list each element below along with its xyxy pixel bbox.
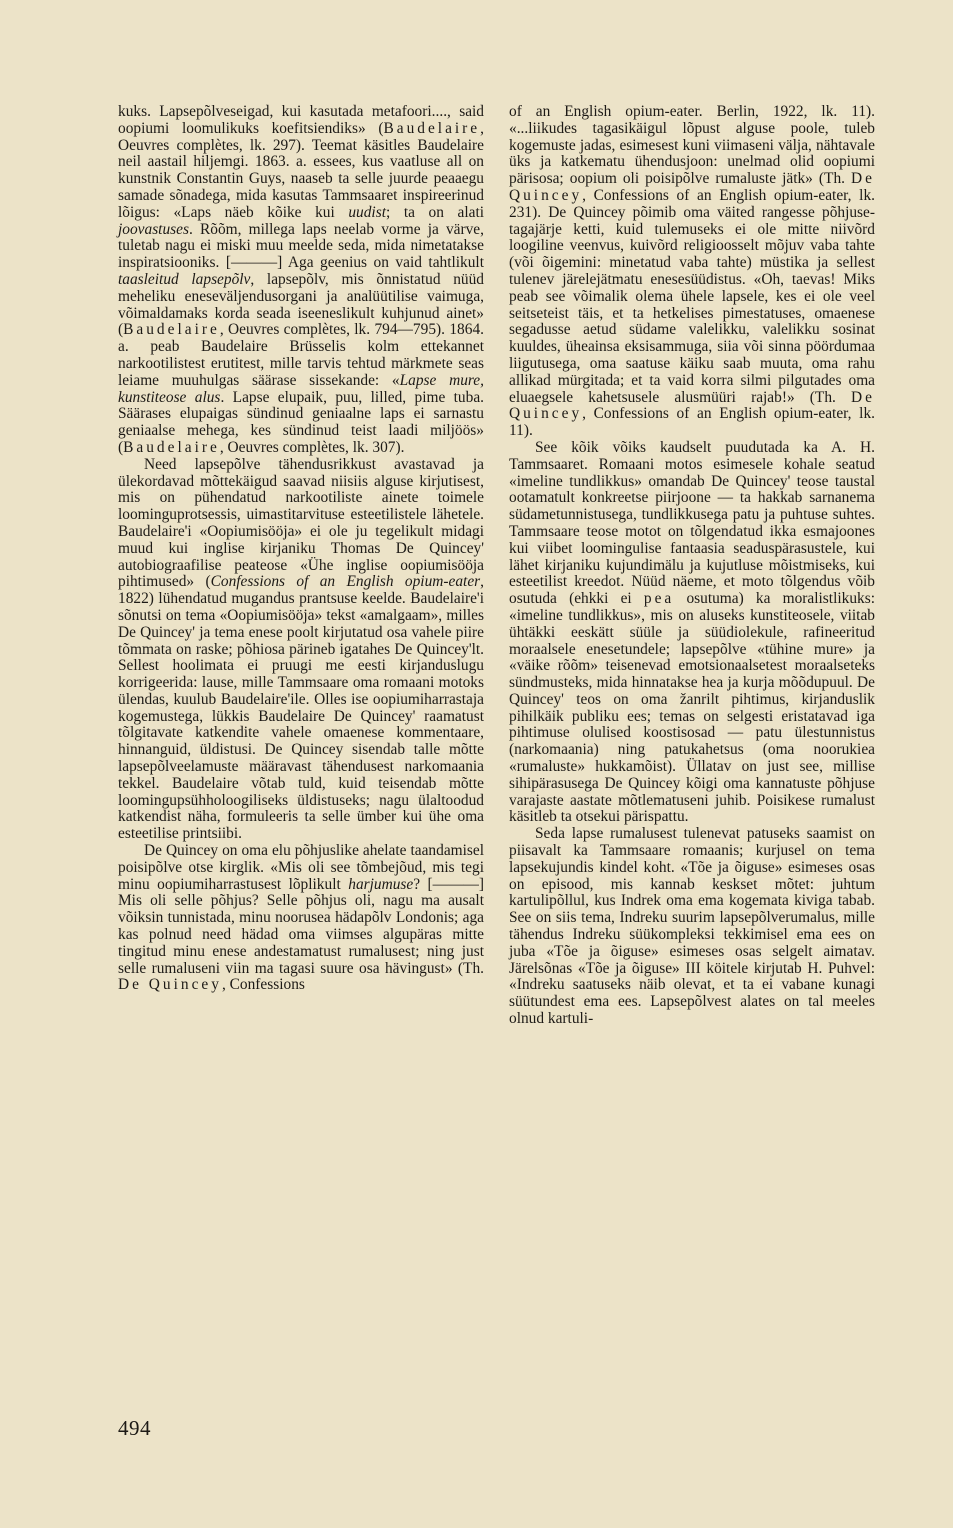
text-run: . Rõõm, millega laps neelab vorme ja värve, tuletab nagu ei miski muu meelde seda, mida nimetatakse inspiratsiooniks. [———] Aga geenius on vaid tahtlikult xyxy=(118,220,484,272)
spaced-name: Baudelaire xyxy=(123,438,220,456)
italic-run: joovastuses xyxy=(118,220,189,238)
text-run: De Quincey on oma elu põhjuslike ahelate taandamisel poisipõlve otse kirglik. «Mis oli see tõmbejõud, mis tegi minu oopiumiharrastusest lõplikult xyxy=(118,842,484,893)
italic-run: Lapse mure, kunstiteose alus xyxy=(118,371,484,406)
text-run: , lapsepõlv, mis õnnistatud nüüd meheliku eneseväljendusorgani ja analüütilise vaimuga, võimaldamaks korda seada iseeneslikult kuhjunud ainet» ( xyxy=(118,270,484,339)
text-column-right xyxy=(509,104,875,1028)
text-run: Seda lapse rumalusest tulenevat patuseks saamist on piisavalt ka Tammsaare romaanis; kurjusel on tema lapsekujundis kindel koht. «Tõe ja õiguse» esimeses osas on episood, mis kannab keskset mõtet: juhtum kartulipõllul, kus Indrek oma ema kogemata kiviga tabab. See on siis tema, Indreku suurim lapsepõlverumalus, mille tähendus Indreku süükompleksi tekkimisel ema ees on juba «Tõe ja õiguse» esimeses osas selgelt aimatav. Järelsõnas «Tõe ja õiguse» III köitele kirjutab H. Puhvel: «Indreku saatuseks näib olevat, et ta ei vabane kunagi süütundest ema ees. Lapsepõlvest alates on tal meeles olnud kartuli- xyxy=(509,825,875,1028)
paragraph xyxy=(509,104,875,440)
paragraph xyxy=(509,440,875,826)
text-run: . Lapse elupaik, puu, lilled, pime tuba. Säärases elupaigas sündinud geniaalne laps ei sarnastu geniaalse mehega, kes sündinud teist laadi miljöös» ( xyxy=(118,388,484,456)
text-run: See kõik võiks kaudselt puudutada ka A. H. Tammsaaret. Romaani motos esimesele kohale seatud «imeline tundlikkus» omandab De Quincey' teose taustal ootamatult konkreetse piirjoone — ta hakkab sarnanema südametunnistusega, tundlikkusega patu ja puhtuse suhtes. Tammsaare teose motot on tõlgendatud ikka esmajoones kui viibet loomingulise fantaasia seaduspärasustele, kui lähet kirjaniku kujundimälu ja kujutluse mõistmiseks, kui esteetilist kreedot. Nüüd näeme, et moto tõlgendus võib osutuda (ehkki ei xyxy=(509,438,875,608)
text-run: of an English opium-eater. Berlin, 1922, lk. 11). «...liikudes tagasikäigul lõpust alguse poole, tuleb kogemuste jadas, esimesest kuni viimaseni välja, nähtavale üks ja katkematu ühendusjoon: unelmad olid oopiumi pärisosa; oopium oli poisipõlve rumaluste jätk» (Th. xyxy=(509,103,875,188)
text-column-left xyxy=(118,104,484,994)
text-run: osutuma) ka moralistlikuks: «imeline tundlikkus», mis on aluseks kunstiteosele, viitab ühtäkki eeskätt süüle ja süüdiolekule, rafineeritud moraalsele enesetundele; lapsepõlve «tühine mure» ja «väike rõõm» teisenevad emotsionaalsetest moraalseteks sündmusteks, mida hinnatakse hea ja kurja mõõdupuul. De Quincey' teos on oma žanrilt pihtimus, kirjanduslik pihilkäik publiku ees; temas on selgesti eristatavad iga pihtimuse olulised koostisosad — patu ülestunnistus (narkomaania) ning patukahetsus (oma noorukiea «rumaluste» hukkamõist). Üllatav on just see, millise sihipärasusega De Quincey kõigi oma kannatuste põhjuse varajaste aastate mõtlematuseni juhib. Poisikese rumalust käsitleb ta otsekui pärispattu. xyxy=(509,590,875,826)
paragraph xyxy=(118,104,484,457)
italic-run: Confessions of an English opium-eater xyxy=(210,573,481,591)
text-run: , Oeuvres complètes, lk. 297). Teemat käsitles Baudelaire neil aastail hiljemgi. 1863. a. essees, kus vaatluse all on kunstnik Constantin Guys, naaseb ta selle juurde peaaegu samade sõnadega, mida kasutas Tammsaaret inspireerinud lõigus: «Laps näeb kõike kui xyxy=(118,119,484,221)
text-run: , Oeuvres complètes, lk. 794—795). 1864. a. peab Baudelaire Brüsselis kolm ettekannet narkootilistest erutitest, mille tarvis tehtud märkmete seas leiame muuhulgas säärase sissekande: « xyxy=(118,321,484,389)
text-run: , Confessions of an English opium-eater, lk. 11). xyxy=(509,405,875,440)
text-run: , Confessions xyxy=(221,976,305,994)
spaced-name: pea xyxy=(643,590,675,608)
spaced-name: Baudelaire xyxy=(123,321,220,339)
paragraph xyxy=(118,843,484,994)
paragraph xyxy=(118,457,484,843)
text-run: kuks. Lapsepõlveseigad, kui kasutada metafoori...., said oopiumi loomulikuks koefitsiendiks» ( xyxy=(118,103,484,137)
spaced-name: De Quincey xyxy=(509,388,875,423)
italic-run: harjumuse xyxy=(348,875,414,893)
spaced-name: De Quincey xyxy=(118,976,222,994)
spaced-name: Baudelaire xyxy=(383,119,481,137)
paragraph xyxy=(509,826,875,1028)
italic-run: taasleitud lapsepõlv xyxy=(118,270,251,288)
italic-run: uudist xyxy=(348,203,386,221)
text-run: , 1822) lühendatud mugandus prantsuse keelde. Baudelaire'i sõnutsi on tema «Oopiumisööja» tekst «amalgaam», milles De Quincey' ja tema enese poolt kirjutatud osa vahele piire tõmmata on raske; põhiosa pärineb igatahes De Quincey'lt. Sellest hoolimata ei pruugi me eesti kirjanduslugu korrigeerida: lause, mille Tammsaare oma romaani motoks ülendas, kuulub Baudelaire'ile. Olles ise oopiumiharrastaja kogemustega, lükkis Baudelaire De Quincey' raamatust tõlgitavate katkendite vahele omaenese kommentaare, hinnanguid, üldistusi. De Quincey sisendab talle mõtte lapsepõlveelamuste määravast tähendusest narkomaania tekkel. Baudelaire võtab tuld, kuid teisendab mõtte loomingupsühholoogiliseks üldistuseks; nagu ülaltoodud katkendist näha, formuleeris ta selle ümber kui ühe oma esteetilise printsiibi. xyxy=(118,573,484,843)
spaced-name: De Quincey xyxy=(509,170,875,204)
text-run: ? [———] Mis oli selle põhjus? Selle põhjus oli, nagu ma ausalt võiksin tunnistada, minu noorusea hädapõlv Londonis; aga kas polnud need hädad oma viimses algupäras mitte tingitud minu enese andestamatust rumalusest; ning just selle rumaluseni viin ma tagasi suure osa hävingust» (Th. xyxy=(118,875,484,977)
text-run: , Oeuvres complètes, lk. 307). xyxy=(219,438,405,456)
text-run: ; ta on alati xyxy=(385,203,484,221)
page-number: 494 xyxy=(118,1416,151,1440)
text-run: , Confessions of an English opium-eater, lk. 231). De Quincey põimib oma väited rangesse põhjuse-tagajärje ketti, kuid tulemuseks ei ole mitte niivõrd loogiline veenvus, kuivõrd religioosselt mõjuv vaba tahte (või õigemini: minetatud vaba tahte) müstika ja sellest tulenev järelejätmatu enesesüüdistus. «Oh, taevas! Miks peab see võimalik olema ühele lapsele, kes ei ole veel seitseteist täis, et ta hetkelises pimestatuses, omaenese segadusse aetud südame valelikku, valelikku sosinat kuuldes, üheainsa eksisammuga, siia või sinna pöördumaa liigutusega, oma saatuse käiku saab muuta, oma rahu allikad mürgitada; et ta vaid korra silmi pilgutades oma eluaegsele kahetsusele alusmüüri rajab!» (Th. xyxy=(509,186,875,406)
text-run: Need lapsepõlve tähendusrikkust avastavad ja ülekordavad mõttekäigud saavad niisiis alguse kirjutisest, mis on pühendatud narkootiliste ainete toimele loominguprotsessis, uimastitarvituse esteetilistele lähetele. Baudelaire'i «Oopiumisööja» ei ole ju tegelikult midagi muud kui inglise kirjaniku Thomas De Quincey' autobiograafilise peateose «Ühe inglise oopiumisööja pihtimused» ( xyxy=(118,455,484,591)
